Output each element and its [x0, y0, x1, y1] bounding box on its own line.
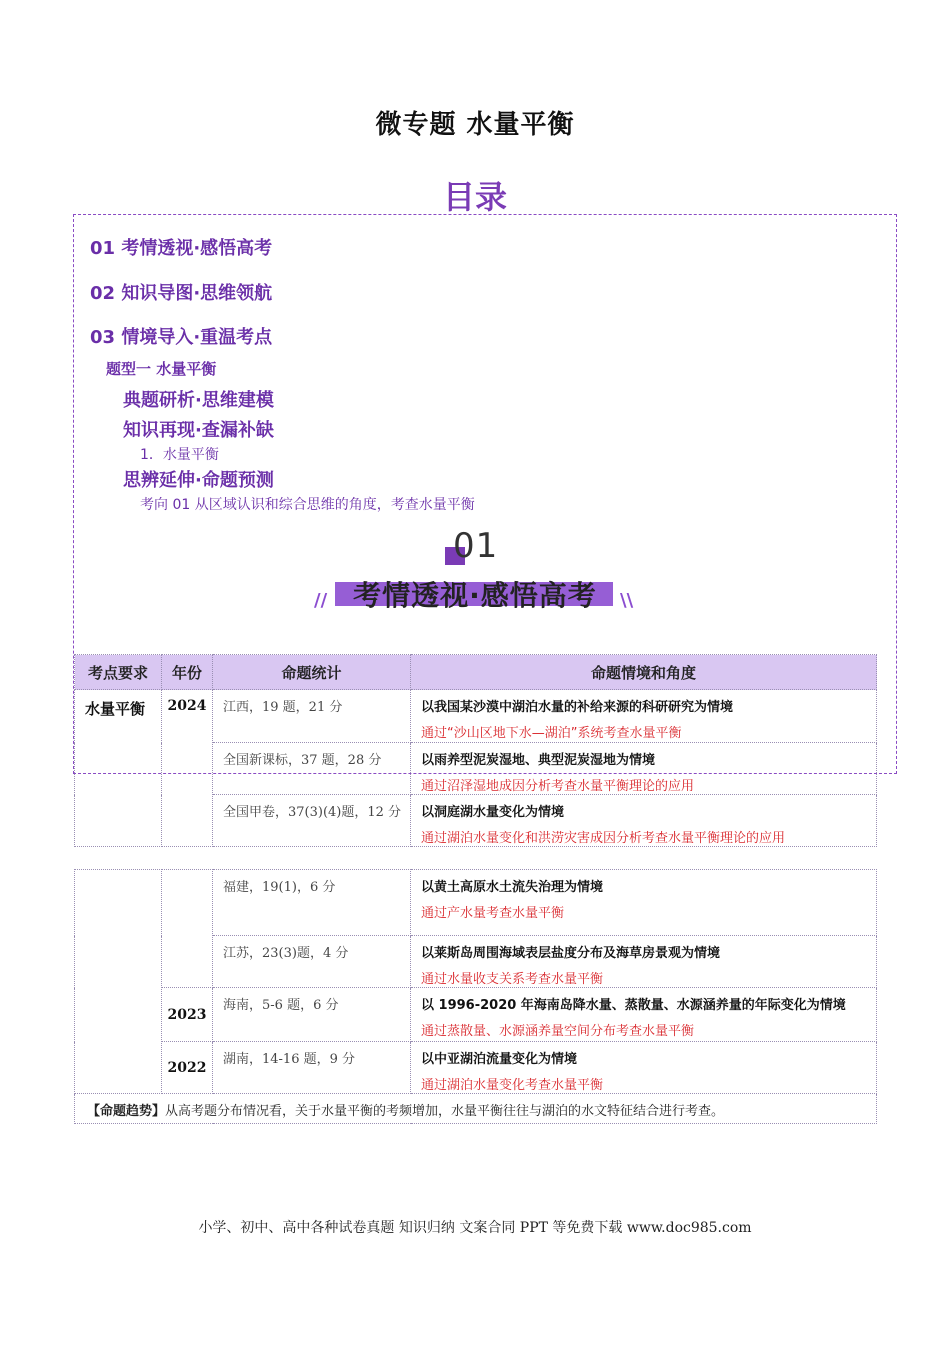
context-cell [411, 870, 877, 936]
document-title: 微专题 水量平衡 [375, 110, 575, 140]
slash-right-decoration: \\ [620, 590, 634, 611]
stat-cell: 江西，19 题，21 分 [213, 690, 411, 743]
header-stat: 命题统计 [213, 655, 411, 690]
stat-cell: 江苏，23(3)题，4 分 [213, 936, 411, 988]
trend-row [75, 1094, 877, 1124]
year-cell-continued [162, 870, 213, 988]
context-cell [411, 1042, 877, 1094]
context-angle: 通过蒸散量、水源涵养量空间分布考查水量平衡 [421, 1024, 695, 1039]
header-context: 命题情境和角度 [411, 655, 877, 690]
topic-cell: 水量平衡 [75, 690, 162, 847]
context-main: 以黄土高原水土流失治理为情境 [421, 880, 604, 895]
toc-item-typical[interactable]: 典题研析·思维建模 [123, 390, 274, 411]
year-cell-2022: 2022 [162, 1042, 213, 1094]
footer-text: 小学、初中、高中各种试卷真题 知识归纳 文案合同 PPT 等免费下载 www.doc985.com [198, 1220, 752, 1236]
table-row [75, 988, 877, 1042]
toc-item-water-balance[interactable]: 1．水量平衡 [140, 447, 219, 463]
toc-item-knowledge[interactable]: 知识再现·查漏补缺 [123, 420, 274, 441]
context-main: 以洞庭湖水量变化为情境 [421, 805, 565, 820]
exam-table-part1 [74, 654, 877, 847]
table-row [75, 1042, 877, 1094]
toc-heading: 目录 [442, 178, 507, 216]
table-row [75, 870, 877, 936]
exam-table-part2 [74, 869, 877, 1124]
toc-item-direction01[interactable]: 考向 01 从区域认识和综合思维的角度，考查水量平衡 [140, 497, 475, 513]
toc-item-extension[interactable]: 思辨延伸·命题预测 [123, 470, 274, 491]
section-number: 01 [453, 526, 499, 566]
stat-cell: 海南，5-6 题，6 分 [213, 988, 411, 1042]
context-angle: 通过“沙山区地下水—湖泊”系统考查水量平衡 [421, 726, 682, 741]
context-angle: 通过湖泊水量变化考查水量平衡 [421, 1078, 604, 1093]
section-title: 考情透视·感悟高考 [353, 579, 597, 612]
context-main: 以莱斯岛周围海域表层盐度分布及海草房景观为情境 [421, 946, 721, 961]
table-header-row [75, 655, 877, 690]
context-angle: 通过湖泊水量变化和洪涝灾害成因分析考查水量平衡理论的应用 [421, 831, 786, 846]
context-cell [411, 988, 877, 1042]
header-year: 年份 [162, 655, 213, 690]
context-main: 以中亚湖泊流量变化为情境 [421, 1052, 578, 1067]
trend-text: 从高考题分布情况看，关于水量平衡的考频增加，水量平衡往往与湖泊的水文特征结合进行考查。 [165, 1104, 725, 1119]
context-cell [411, 743, 877, 795]
stat-cell: 湖南，14-16 题，9 分 [213, 1042, 411, 1094]
context-main: 以雨养型泥炭湿地、典型泥炭湿地为情境 [421, 753, 656, 768]
context-main: 以 1996-2020 年海南岛降水量、蒸散量、水源涵养量的年际变化为情境 [421, 998, 846, 1013]
topic-cell-continued [75, 870, 162, 1094]
header-topic: 考点要求 [75, 655, 162, 690]
trend-cell [75, 1094, 877, 1124]
context-angle: 通过水量收支关系考查水量平衡 [421, 972, 604, 987]
stat-cell: 福建，19(1)，6 分 [213, 870, 411, 936]
context-cell [411, 936, 877, 988]
context-angle: 通过沼泽湿地成因分析考查水量平衡理论的应用 [421, 779, 695, 794]
toc-item-03[interactable]: 03 情境导入·重温考点 [90, 327, 273, 348]
stat-cell: 全国新课标，37 题，28 分 [213, 743, 411, 795]
context-cell [411, 690, 877, 743]
year-cell-2024: 2024 [162, 690, 213, 847]
context-cell [411, 795, 877, 847]
context-main: 以我国某沙漠中湖泊水量的补给来源的科研研究为情境 [421, 700, 734, 715]
stat-cell: 全国甲卷，37(3)(4)题，12 分 [213, 795, 411, 847]
trend-label: 【命题趋势】 [87, 1104, 166, 1119]
year-cell-2023: 2023 [162, 988, 213, 1042]
toc-item-type1[interactable]: 题型一 水量平衡 [106, 360, 217, 378]
toc-item-02[interactable]: 02 知识导图·思维领航 [90, 283, 273, 304]
toc-item-01[interactable]: 01 考情透视·感悟高考 [90, 238, 273, 259]
table-row [75, 690, 877, 743]
context-angle: 通过产水量考查水量平衡 [421, 906, 565, 921]
slash-left-decoration: // [314, 590, 328, 611]
